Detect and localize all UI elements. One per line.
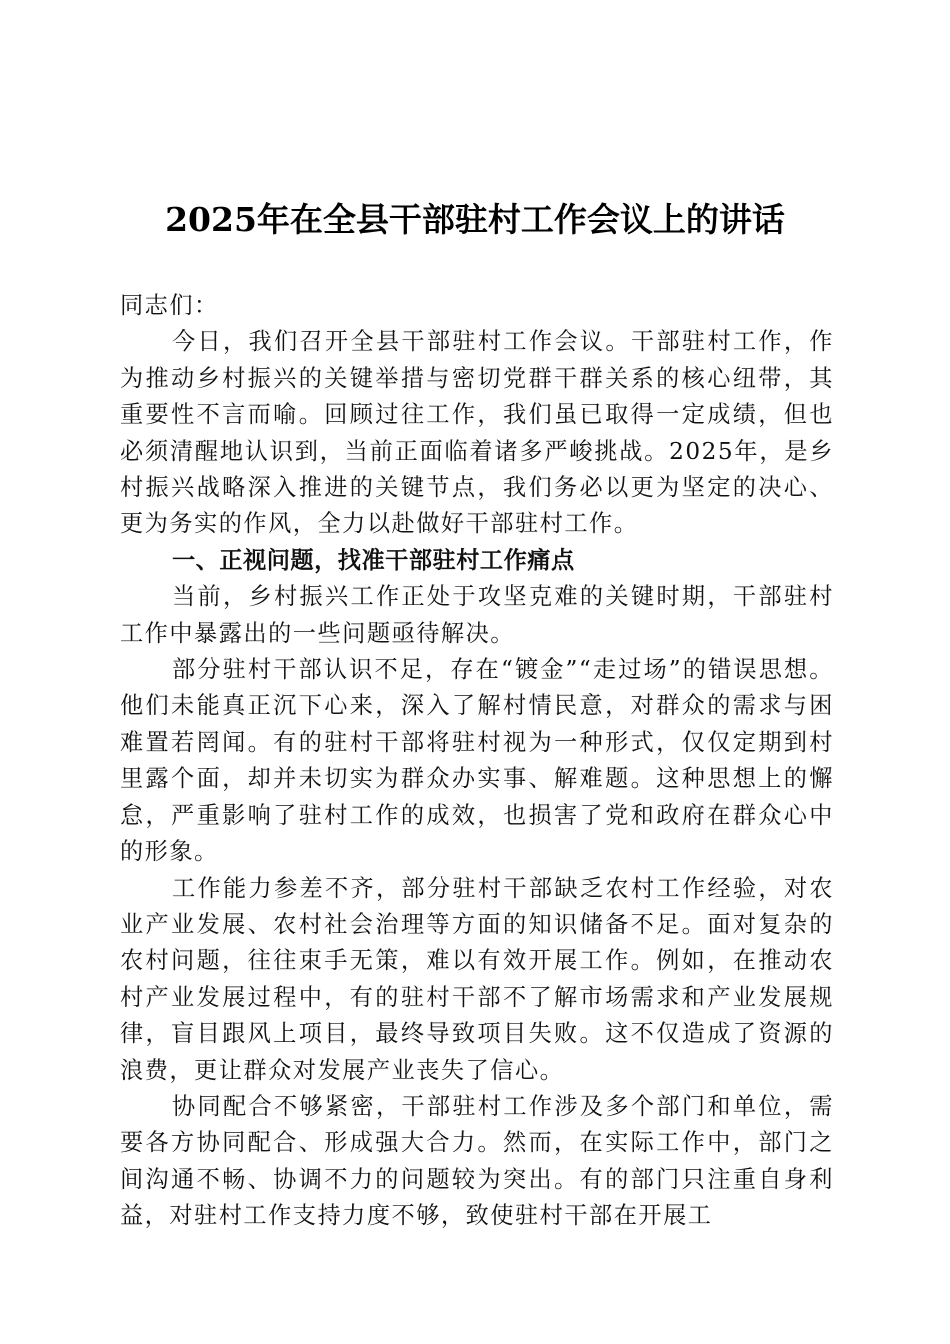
document-title: 2025年在全县干部驻村工作会议上的讲话 [165,200,785,239]
section1-paragraph-4: 协同配合不够紧密，干部驻村工作涉及多个部门和单位，需要各方协同配合、形成强大合力。然而，在实际工作中，部门之间沟通不畅、协调不力的问题较为突出。有的部门只注重自身利益，对驻村工作支持力度不够，致使驻村干部在开展工 [120,1092,834,1230]
section-heading-1: 一、正视问题，找准干部驻村工作痛点 [172,546,575,574]
section1-paragraph-2: 部分驻村干部认识不足，存在“镀金”“走过场”的错误思想。他们未能真正沉下心来，深入了解村情民意，对群众的需求与困难置若罔闻。有的驻村干部将驻村视为一种形式，仅仅定期到村里露个面，却并未切实为群众办实事、解难题。这种思想上的懈怠，严重影响了驻村工作的成效，也损害了党和政府在群众心中的形象。 [120,656,834,866]
section1-paragraph-1: 当前，乡村振兴工作正处于攻坚克难的关键时期，干部驻村工作中暴露出的一些问题亟待解决。 [120,583,834,647]
intro-paragraph: 今日，我们召开全县干部驻村工作会议。干部驻村工作，作为推动乡村振兴的关键举措与密切党群干群关系的核心纽带，其重要性不言而喻。回顾过往工作，我们虽已取得一定成绩，但也必须清醒地认识到，当前正面临着诸多严峻挑战。2025年，是乡村振兴战略深入推进的关键节点，我们务必以更为坚定的决心、更为务实的作风，全力以赴做好干部驻村工作。 [120,328,834,538]
section1-paragraph-3: 工作能力参差不齐，部分驻村干部缺乏农村工作经验，对农业产业发展、农村社会治理等方面的知识储备不足。面对复杂的农村问题，往往束手无策，难以有效开展工作。例如，在推动农村产业发展过程中，有的驻村干部不了解市场需求和产业发展规律，盲目跟风上项目，最终导致项目失败。这不仅造成了资源的浪费，更让群众对发展产业丧失了信心。 [120,874,834,1084]
salutation: 同志们： [120,292,219,319]
document-body [120,288,834,1235]
